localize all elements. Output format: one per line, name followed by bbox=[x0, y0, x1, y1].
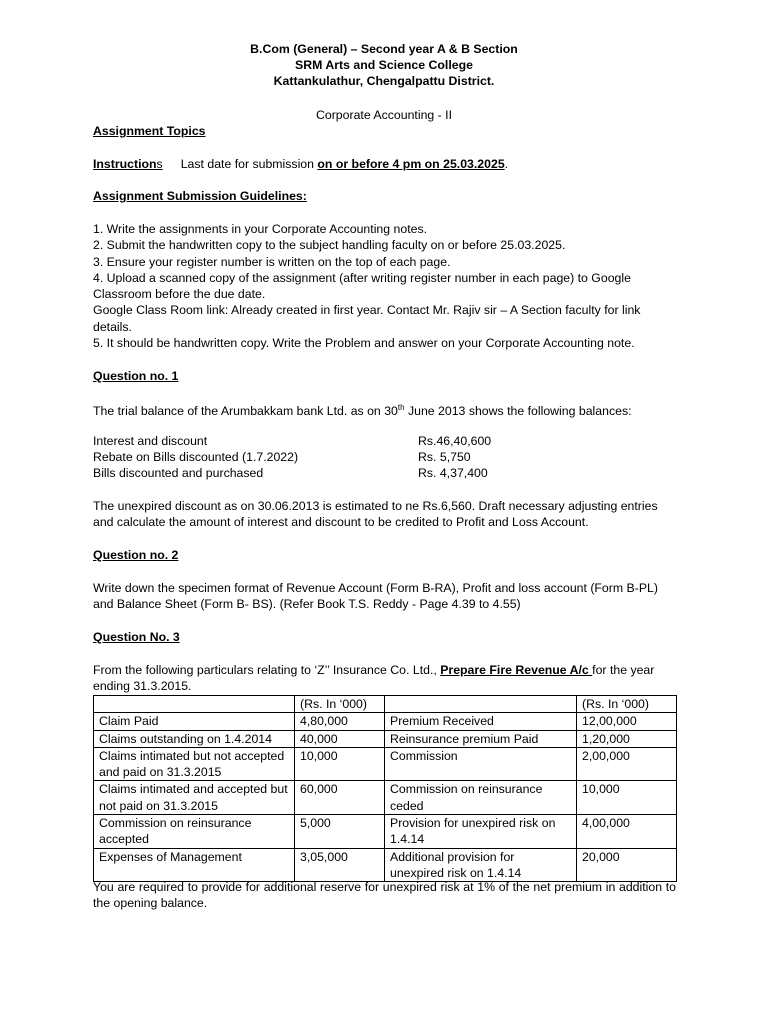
question-3-intro-text-end: for the year ending 31.3.2015. bbox=[93, 663, 655, 694]
balance-label: Interest and discount bbox=[93, 434, 208, 448]
balance-label: Bills discounted and purchased bbox=[93, 466, 264, 480]
item-value: 2,00,000 bbox=[577, 747, 677, 781]
balance-value: Rs. 5,750 bbox=[418, 450, 471, 464]
guidelines-list bbox=[93, 221, 677, 351]
table-cell bbox=[385, 696, 577, 713]
question-2-heading: Question no. 2 bbox=[93, 548, 179, 562]
item-label: Provision for unexpired risk on 1.4.14 bbox=[385, 815, 577, 849]
table-row bbox=[94, 747, 677, 781]
item-label: Commission on reinsurance ceded bbox=[385, 781, 577, 815]
guideline-item: 1. Write the assignments in your Corporate Accounting notes. bbox=[93, 222, 428, 236]
guideline-item: 3. Ensure your register number is written on the top of each page. bbox=[93, 254, 451, 269]
college-location: Kattankulathur, Chengalpattu District. bbox=[273, 74, 495, 88]
question-3-intro bbox=[93, 662, 677, 695]
item-label: Claims intimated but not accepted and paid on 31.3.2015 bbox=[94, 747, 295, 781]
item-label: Commission bbox=[385, 747, 577, 781]
course-title: B.Com (General) – Second year A & B Section bbox=[250, 42, 518, 56]
instructions-line bbox=[93, 156, 508, 172]
item-label: Additional provision for unexpired risk on 1.4.14 bbox=[385, 848, 577, 882]
instructions-label: Instruction bbox=[93, 157, 157, 171]
item-value: 3,05,000 bbox=[295, 848, 385, 882]
instructions-label-tail: s bbox=[156, 157, 163, 171]
table-row bbox=[94, 815, 677, 849]
fire-revenue-task: Prepare Fire Revenue A/c bbox=[440, 663, 593, 677]
unit-header: (Rs. In ‘000) bbox=[295, 696, 385, 713]
item-label: Commission on reinsurance accepted bbox=[94, 815, 295, 849]
subject-title: Corporate Accounting - II bbox=[315, 108, 453, 122]
table-row bbox=[94, 781, 677, 815]
fire-revenue-table bbox=[93, 695, 677, 882]
instructions-text: Last date for submission bbox=[180, 157, 318, 171]
item-label: Reinsurance premium Paid bbox=[385, 730, 577, 747]
question-3-intro-text: From the following particulars relating to ‘Z’’ Insurance Co. Ltd., bbox=[93, 663, 441, 677]
question-2-text: Write down the specimen format of Revenue Account (Form B-RA), Profit and loss account (Form B-PL) and Balance Sheet (Form B- BS). (Refer Book T.S. Reddy - Page 4.39 to 4.55) bbox=[93, 581, 658, 612]
item-value: 4,00,000 bbox=[577, 815, 677, 849]
guideline-item: Google Class Room link: Already created in first year. Contact Mr. Rajiv sir – A Section faculty for link details. bbox=[93, 303, 641, 334]
ordinal-suffix: th bbox=[397, 403, 405, 412]
table-cell bbox=[94, 696, 295, 713]
item-label: Expenses of Management bbox=[94, 848, 295, 882]
item-value: 20,000 bbox=[577, 848, 677, 882]
submission-deadline: on or before 4 pm on 25.03.2025 bbox=[317, 157, 505, 171]
item-label: Premium Received bbox=[385, 713, 577, 730]
question-3-note: You are required to provide for additional reserve for unexpired risk at 1% of the net premium in addition to the opening balance. bbox=[93, 880, 676, 911]
table-unit-header-row bbox=[94, 696, 677, 713]
balance-value: Rs. 4,37,400 bbox=[418, 466, 488, 480]
question-1-intro-text-end: June 2013 shows the following balances: bbox=[404, 404, 632, 419]
item-value: 5,000 bbox=[295, 815, 385, 849]
table-row bbox=[94, 848, 677, 882]
balance-label: Rebate on Bills discounted (1.7.2022) bbox=[93, 450, 299, 464]
item-label: Claims intimated and accepted but not paid on 31.3.2015 bbox=[94, 781, 295, 815]
item-value: 60,000 bbox=[295, 781, 385, 815]
guideline-item: 4. Upload a scanned copy of the assignment (after writing register number in each page) to Google Classroom before the due date. bbox=[93, 270, 631, 302]
item-value: 10,000 bbox=[295, 747, 385, 781]
question-1-intro bbox=[93, 400, 632, 419]
question-1-instructions: The unexpired discount as on 30.06.2013 is estimated to ne Rs.6,560. Draft necessary adjusting entries and calculate the amount of interest and discount to be credited to Profit and Loss Account. bbox=[93, 499, 658, 530]
question-3-heading: Question No. 3 bbox=[93, 630, 180, 644]
item-value: 12,00,000 bbox=[577, 713, 677, 730]
question-1-heading: Question no. 1 bbox=[93, 369, 179, 383]
guideline-item: 2. Submit the handwritten copy to the subject handling faculty on or before 25.03.2025. bbox=[93, 238, 566, 253]
item-value: 4,80,000 bbox=[295, 713, 385, 730]
item-value: 1,20,000 bbox=[577, 730, 677, 747]
balance-value: Rs.46,40,600 bbox=[418, 434, 492, 448]
item-label: Claims outstanding on 1.4.2014 bbox=[94, 730, 295, 747]
item-value: 10,000 bbox=[577, 781, 677, 815]
table-row bbox=[94, 730, 677, 747]
guideline-item: 5. It should be handwritten copy. Write the Problem and answer on your Corporate Accounting note. bbox=[93, 336, 635, 351]
unit-header: (Rs. In ‘000) bbox=[577, 696, 677, 713]
table-row bbox=[94, 713, 677, 730]
college-name: SRM Arts and Science College bbox=[295, 58, 473, 72]
assignment-topics-heading: Assignment Topics bbox=[93, 124, 206, 138]
item-value: 40,000 bbox=[295, 730, 385, 747]
guidelines-heading: Assignment Submission Guidelines: bbox=[93, 189, 307, 203]
question-1-intro-text: The trial balance of the Arumbakkam bank Ltd. as on 30 bbox=[93, 404, 398, 419]
instructions-end: . bbox=[504, 157, 509, 171]
item-label: Claim Paid bbox=[94, 713, 295, 730]
